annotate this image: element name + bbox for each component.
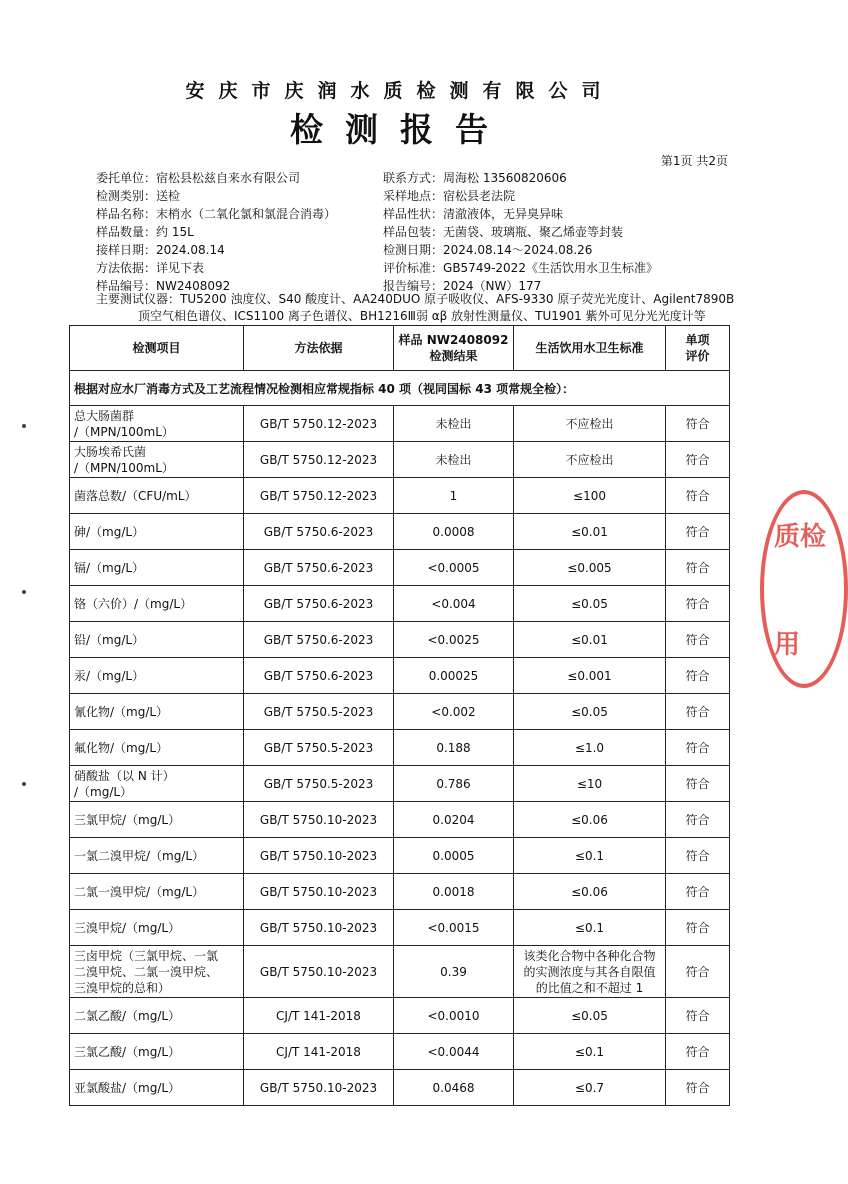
table-row	[70, 622, 730, 658]
info-sample-name: 样品名称：末梢水（二氧化氯和氯混合消毒）	[96, 207, 337, 221]
cell-method: GB/T 5750.10-2023	[244, 910, 394, 946]
cell-result: 未检出	[394, 406, 514, 442]
header-method: 方法依据	[244, 326, 394, 371]
scan-mark	[22, 590, 26, 594]
cell-standard: ≤0.005	[514, 550, 666, 586]
cell-result: 0.0005	[394, 838, 514, 874]
cell-method: GB/T 5750.12-2023	[244, 442, 394, 478]
cell-evaluation: 符合	[666, 838, 730, 874]
company-name: 安庆市庆润水质检测有限公司	[185, 80, 615, 102]
cell-method: GB/T 5750.6-2023	[244, 622, 394, 658]
scan-mark	[22, 782, 26, 786]
table-row	[70, 514, 730, 550]
cell-standard: ≤1.0	[514, 730, 666, 766]
table-row	[70, 802, 730, 838]
cell-item: 三溴甲烷/（mg/L）	[70, 910, 244, 946]
table-row	[70, 478, 730, 514]
cell-result: <0.0005	[394, 550, 514, 586]
info-sample-packaging: 样品包装：无菌袋、玻璃瓶、聚乙烯壶等封装	[383, 225, 624, 239]
header-item: 检测项目	[70, 326, 244, 371]
cell-evaluation: 符合	[666, 730, 730, 766]
cell-evaluation: 符合	[666, 442, 730, 478]
table-row	[70, 406, 730, 442]
header-standard: 生活饮用水卫生标准	[514, 326, 666, 371]
instruments-line-2: 顶空气相色谱仪、ICS1100 离子色谱仪、BH1216Ⅲ弱 αβ 放射性测量仪、TU1901 紫外可见分光光度计等	[138, 309, 706, 323]
table-row	[70, 874, 730, 910]
cell-result: <0.0015	[394, 910, 514, 946]
cell-method: GB/T 5750.6-2023	[244, 514, 394, 550]
cell-item: 镉/（mg/L）	[70, 550, 244, 586]
cell-standard: ≤0.05	[514, 998, 666, 1034]
cell-result: 0.0018	[394, 874, 514, 910]
header-evaluation: 单项 评价	[666, 326, 730, 371]
header-result: 样品 NW2408092 检测结果	[394, 326, 514, 371]
info-sampling-site: 采样地点：宿松县老法院	[383, 189, 516, 203]
info-client: 委托单位：宿松县松兹自来水有限公司	[96, 171, 301, 185]
cell-item: 三氯甲烷/（mg/L）	[70, 802, 244, 838]
cell-standard: ≤0.1	[514, 1034, 666, 1070]
cell-standard: ≤0.001	[514, 658, 666, 694]
section-row	[70, 371, 730, 406]
cell-result: 0.39	[394, 946, 514, 998]
cell-evaluation: 符合	[666, 622, 730, 658]
cell-result: 1	[394, 478, 514, 514]
cell-item: 氟化物/（mg/L）	[70, 730, 244, 766]
cell-result: <0.004	[394, 586, 514, 622]
table-row	[70, 730, 730, 766]
cell-method: GB/T 5750.5-2023	[244, 766, 394, 802]
cell-evaluation: 符合	[666, 998, 730, 1034]
cell-evaluation: 符合	[666, 658, 730, 694]
cell-method: GB/T 5750.10-2023	[244, 802, 394, 838]
cell-evaluation: 符合	[666, 766, 730, 802]
info-receive-date: 接样日期：2024.08.14	[96, 243, 225, 257]
cell-method: GB/T 5750.6-2023	[244, 658, 394, 694]
cell-standard: ≤0.06	[514, 874, 666, 910]
info-test-date: 检测日期：2024.08.14～2024.08.26	[383, 243, 593, 257]
table-row	[70, 694, 730, 730]
cell-standard: ≤100	[514, 478, 666, 514]
cell-method: GB/T 5750.10-2023	[244, 838, 394, 874]
table-row	[70, 550, 730, 586]
cell-item: 汞/（mg/L）	[70, 658, 244, 694]
cell-result: <0.002	[394, 694, 514, 730]
info-category: 检测类别：送检	[96, 189, 181, 203]
cell-item: 大肠埃希氏菌 /（MPN/100mL）	[70, 442, 244, 478]
cell-evaluation: 符合	[666, 550, 730, 586]
cell-evaluation: 符合	[666, 514, 730, 550]
table-row	[70, 998, 730, 1034]
cell-standard: ≤0.06	[514, 802, 666, 838]
cell-evaluation: 符合	[666, 910, 730, 946]
scan-mark	[22, 424, 26, 428]
section-title: 根据对应水厂消毒方式及工艺流程情况检测相应常规指标 40 项（视同国标 43 项常规全检）：	[70, 371, 730, 406]
page-info: 第1页 共2页	[660, 154, 728, 168]
table-row	[70, 910, 730, 946]
cell-method: GB/T 5750.10-2023	[244, 946, 394, 998]
cell-standard: ≤0.01	[514, 622, 666, 658]
table-row	[70, 766, 730, 802]
table-header-row	[70, 326, 730, 371]
cell-evaluation: 符合	[666, 946, 730, 998]
cell-standard: ≤0.05	[514, 694, 666, 730]
info-right	[383, 169, 733, 295]
cell-method: GB/T 5750.12-2023	[244, 478, 394, 514]
cell-evaluation: 符合	[666, 1034, 730, 1070]
info-standard: 评价标准：GB5749-2022《生活饮用水卫生标准》	[383, 261, 658, 275]
table-row	[70, 838, 730, 874]
cell-standard: ≤0.1	[514, 838, 666, 874]
table-row	[70, 1034, 730, 1070]
cell-result: 0.786	[394, 766, 514, 802]
cell-standard: ≤0.01	[514, 514, 666, 550]
cell-standard: ≤10	[514, 766, 666, 802]
cell-item: 菌落总数/（CFU/mL）	[70, 478, 244, 514]
cell-evaluation: 符合	[666, 802, 730, 838]
info-sample-quantity: 样品数量：约 15L	[96, 225, 194, 239]
red-seal-stamp: 质检 用	[760, 490, 848, 688]
results-table	[69, 325, 730, 1106]
cell-standard: ≤0.05	[514, 586, 666, 622]
cell-item: 三氯乙酸/（mg/L）	[70, 1034, 244, 1070]
instruments-line-1: 主要测试仪器：TU5200 浊度仪、S40 酸度计、AA240DUO 原子吸收仪、AFS-9330 原子荧光光度计、Agilent7890B	[96, 292, 735, 306]
cell-method: GB/T 5750.5-2023	[244, 730, 394, 766]
cell-result: 0.188	[394, 730, 514, 766]
cell-evaluation: 符合	[666, 406, 730, 442]
cell-standard: ≤0.7	[514, 1070, 666, 1106]
table-row	[70, 658, 730, 694]
cell-result: 0.0204	[394, 802, 514, 838]
cell-item: 亚氯酸盐/（mg/L）	[70, 1070, 244, 1106]
cell-method: GB/T 5750.5-2023	[244, 694, 394, 730]
cell-evaluation: 符合	[666, 694, 730, 730]
info-report-id: 报告编号：2024（NW）177	[383, 279, 542, 293]
cell-result: 0.00025	[394, 658, 514, 694]
cell-result: <0.0044	[394, 1034, 514, 1070]
cell-result: <0.0010	[394, 998, 514, 1034]
info-sample-appearance: 样品性状：清澈液体，无异臭异味	[383, 207, 564, 221]
cell-result: 0.0008	[394, 514, 514, 550]
info-contact: 联系方式：周海松 13560820606	[383, 171, 567, 185]
cell-evaluation: 符合	[666, 478, 730, 514]
cell-standard: 不应检出	[514, 442, 666, 478]
table-row	[70, 1070, 730, 1106]
cell-item: 氰化物/（mg/L）	[70, 694, 244, 730]
cell-item: 二氯一溴甲烷/（mg/L）	[70, 874, 244, 910]
instruments-list	[96, 291, 746, 325]
table-row	[70, 946, 730, 998]
info-sample-id: 样品编号：NW2408092	[96, 279, 231, 293]
cell-item: 一氯二溴甲烷/（mg/L）	[70, 838, 244, 874]
cell-item: 铬（六价）/（mg/L）	[70, 586, 244, 622]
cell-standard: ≤0.1	[514, 910, 666, 946]
cell-item: 二氯乙酸/（mg/L）	[70, 998, 244, 1034]
cell-evaluation: 符合	[666, 1070, 730, 1106]
cell-result: 0.0468	[394, 1070, 514, 1106]
cell-result: 未检出	[394, 442, 514, 478]
table-row	[70, 442, 730, 478]
cell-evaluation: 符合	[666, 586, 730, 622]
cell-item: 铅/（mg/L）	[70, 622, 244, 658]
cell-item: 硝酸盐（以 N 计） /（mg/L）	[70, 766, 244, 802]
cell-standard: 该类化合物中各种化合物 的实测浓度与其各自限值 的比值之和不超过 1	[514, 946, 666, 998]
cell-method: CJ/T 141-2018	[244, 1034, 394, 1070]
cell-item: 砷/（mg/L）	[70, 514, 244, 550]
report-title: 检测报告	[290, 110, 510, 149]
table-row	[70, 586, 730, 622]
cell-method: GB/T 5750.10-2023	[244, 1070, 394, 1106]
info-left	[96, 169, 376, 295]
cell-method: GB/T 5750.6-2023	[244, 550, 394, 586]
cell-evaluation: 符合	[666, 874, 730, 910]
cell-method: GB/T 5750.6-2023	[244, 586, 394, 622]
cell-result: <0.0025	[394, 622, 514, 658]
cell-method: GB/T 5750.10-2023	[244, 874, 394, 910]
cell-standard: 不应检出	[514, 406, 666, 442]
info-method-basis: 方法依据：详见下表	[96, 261, 205, 275]
cell-method: CJ/T 141-2018	[244, 998, 394, 1034]
cell-item: 总大肠菌群 /（MPN/100mL）	[70, 406, 244, 442]
cell-method: GB/T 5750.12-2023	[244, 406, 394, 442]
cell-item: 三卤甲烷（三氯甲烷、一氯 二溴甲烷、二氯一溴甲烷、 三溴甲烷的总和）	[70, 946, 244, 998]
